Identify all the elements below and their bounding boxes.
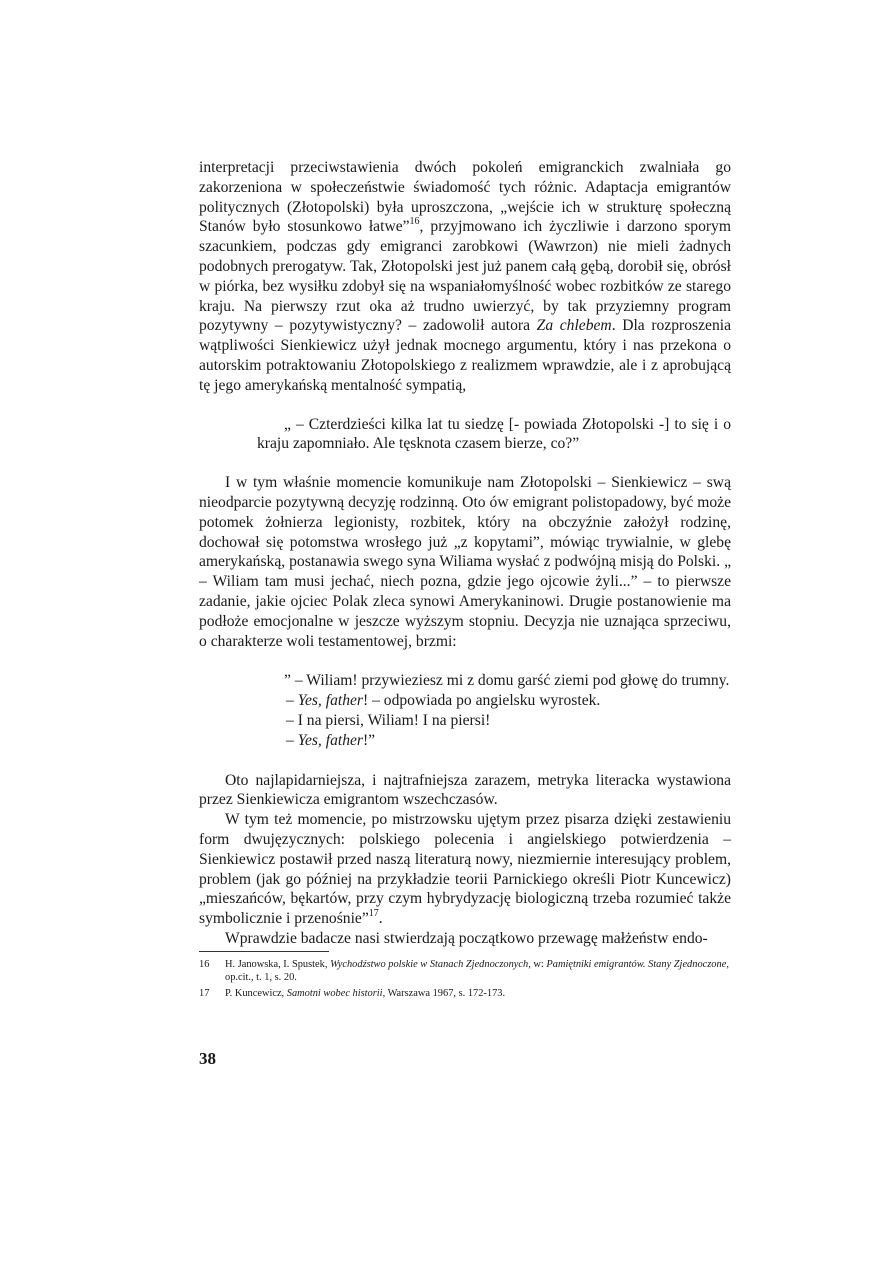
paragraph-5: Wprawdzie badacze nasi stwierdzają początkowo przewagę małżeństw endo- bbox=[225, 929, 708, 947]
footnote-17-author: P. Kuncewicz, bbox=[225, 987, 287, 999]
footnote-16-title: Wychodźstwo polskie w Stanach Zjednoczonych bbox=[330, 958, 529, 970]
quote-2-line-2-rest: ! – odpowiada po angielsku wyrostek. bbox=[362, 692, 601, 710]
paragraph-4-text: W tym też momencie, po mistrzowsku ujętym przez pisarza dzięki zestawieniu form dwujęzycznych: polskiego polecenia i angielskiego potwierdzenia – Sienkiewicz postawił przed naszą literaturą nowy, niezmiernie interesujący problem, problem (jak go później na przykładzie teorii Parnickiego określi Piotr Kuncewicz) „mieszańców, bękartów, przy czym hybrydyzację biologiczną trzeba rozumieć także symbolicznie i przenośnie” bbox=[199, 811, 731, 928]
quote-2-line-4-dash: – bbox=[286, 731, 298, 749]
quote-2-line-2 bbox=[257, 691, 731, 711]
paragraph-2: I w tym właśnie momencie komunikuje nam Złotopolski – Sienkiewicz – swą nieodparcie pozytywną decyzję rodzinną. Oto ów emigrant polistopadowy, być może potomek żołnierza legionisty, rozbitek, który na obczyźnie założył rodzinę, dochował się potomstwa wrosłego już „z kopytami”, mówiąc trywialnie, w glebę amerykańską, postanawia swego syna Wiliama wysłać z podwójną misją do Polski. „ – Wiliam tam musi jechać, niech pozna, gdzie jego ojcowie żyli...” – to pierwsze zadanie, jakie ojciec Polak zleca synowi Amerykaninowi. Drugie postanowienie ma podłoże emocjonalne w jeszcze wyższym stopniu. Decyzja nie uznająca sprzeciwu, o charakterze woli testamentowej, brzmi: bbox=[199, 474, 731, 650]
footnote-16-authors: H. Janowska, I. Spustek, bbox=[225, 958, 331, 970]
paragraph-1-text-end: . Dla rozproszenia wątpliwości Sienkiewicz użył jednak mocnego argumentu, który i nas przekona o autorskim potraktowaniu Złotopolskiego z realizmem wprawdzie, ale i z aprobującą tę jego amerykańską mentalność sympatią, bbox=[199, 317, 731, 394]
paragraph-4 bbox=[199, 810, 731, 929]
quote-2-line-3: – I na piersi, Wiliam! I na piersi! bbox=[286, 711, 491, 729]
quote-2-line-4 bbox=[257, 731, 731, 751]
footnote-ref-16[interactable]: 16 bbox=[409, 216, 420, 228]
block-quote-2 bbox=[199, 671, 731, 750]
quote-2-line-2-dash: – bbox=[286, 692, 298, 710]
footnote-16-source: Pamiętniki emigrantów. Stany Zjednoczone bbox=[546, 958, 727, 970]
page-number: 38 bbox=[199, 1049, 216, 1068]
footnote-16 bbox=[199, 958, 731, 985]
page-body bbox=[199, 158, 731, 1000]
paragraph-1-text: interpretacji przeciwstawienia dwóch pokoleń emigranckich zwalniała go zakorzeniona w społeczeństwie świadomość tych różnic. Adaptacja emigrantów politycznych (Złotopolski) była uproszczona, „wejście ich w strukturę społeczną Stanów było stosunkowo łatwe” bbox=[199, 159, 731, 236]
paragraph-3: Oto najlapidarniejsza, i najtrafniejsza zarazem, metryka literacka wystawiona przez Sienkiewicza emigrantom wszechczasów. bbox=[199, 771, 731, 809]
quote-2-line-4-italic: Yes, father bbox=[297, 731, 363, 749]
footnote-17-number: 17 bbox=[199, 987, 210, 999]
footnote-16-in: , w: bbox=[528, 958, 547, 970]
quote-2-line-4-rest: !” bbox=[362, 731, 376, 749]
footnote-rule bbox=[199, 951, 329, 952]
footnote-17 bbox=[199, 987, 731, 1001]
footnote-16-pages: , op.cit., t. 1, s. 20. bbox=[225, 958, 729, 984]
paragraph-4-end: . bbox=[378, 910, 383, 928]
footnote-ref-17[interactable]: 17 bbox=[368, 907, 379, 919]
footnote-17-pages: , Warszawa 1967, s. 172-173. bbox=[382, 987, 506, 999]
quote-1-text: „ – Czterdzieści kilka lat tu siedzę [- powiada Złotopolski -] to się i o kraju zapomniało. Ale tęsknota czasem bierze, co?” bbox=[257, 415, 731, 453]
footnote-17-title: Samotni wobec historii bbox=[286, 987, 383, 999]
quote-2-line-1: ” – Wiliam! przywieziesz mi z domu garść ziemi pod głowę do trumny. bbox=[284, 672, 730, 690]
book-title-za-chlebem: Za chlebem bbox=[536, 317, 612, 335]
block-quote-1 bbox=[199, 415, 731, 455]
paragraph-1 bbox=[199, 158, 731, 396]
quote-2-line-2-italic: Yes, father bbox=[297, 692, 363, 710]
paragraph-1-text-cont: , przyjmowano ich życzliwie i darzono sporym szacunkiem, podczas gdy emigranci zarobkowi (Wawrzon) nie mieli żadnych podobnych prerogatyw. Tak, Złotopolski jest już panem całą gębą, dorobił się, obrósł w piórka, bez wysiłku zdobył się na wspaniałomyślność wobec rozbitków ze starego kraju. Na pierwszy rzut oka aż trudno uwierzyć, by tak przyziemny program pozytywny – pozytywistyczny? – zadowolił autora bbox=[199, 218, 731, 335]
footnote-16-number: 16 bbox=[199, 958, 210, 970]
